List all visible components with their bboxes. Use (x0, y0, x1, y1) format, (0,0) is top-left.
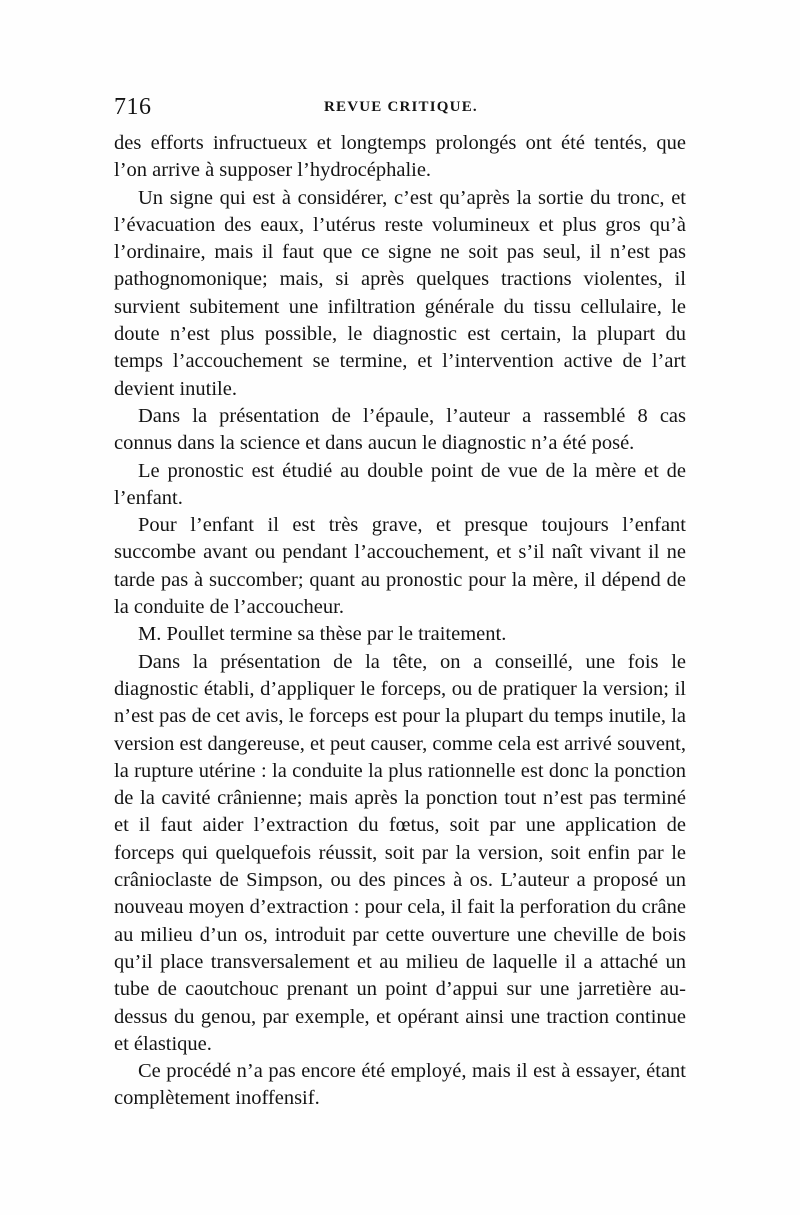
body-text (114, 130, 686, 1113)
running-title: REVUE CRITIQUE. (324, 99, 478, 115)
paragraph-uterine-sign: Un signe qui est à considérer, c’est qu’après la sortie du tronc, et l’évacuation des eaux, l’utérus reste volumineux et plus gros qu’à l’ordinaire, mais il faut que ce signe ne soit pas seul, il n’est pas pathognomonique; mais, si après quelques tractions violentes, il survient subitement une infiltration générale du tissu cellulaire, le doute n’est plus possible, le diagnostic est certain, la plupart du temps l’accouchement se termine, et l’intervention active de l’art devient inutile. (114, 186, 686, 400)
paragraph-treatment-intro: M. Poullet termine sa thèse par le traitement. (138, 623, 507, 646)
running-head (114, 92, 686, 122)
page-number: 716 (114, 94, 152, 120)
paragraph-head-presentation: Dans la présentation de la tête, on a conseillé, une fois le diagnostic établi, d’appliquer le forceps, ou de pratiquer la version; il n’est pas de cet avis, le forceps est pour la plupart du temps inutile, la version est dangereuse, et peut causer, comme cela est arrivé souvent, la rupture utérine : la conduite la plus rationnelle est donc la ponction de la cavité crânienne; mais après la ponction tout n’est pas terminé et il faut aider l’extraction du fœtus, soit par une application de forceps qui quelquefois réussit, soit par la version, soit enfin par le crânioclaste de Simpson, ou des pinces à os. L’auteur a proposé un nouveau moyen d’extraction : pour cela, il fait la perforation du crâne au milieu d’un os, introduit par cette ouverture une cheville de bois qu’il place transversalement et au milieu de laquelle il a attaché un tube de caoutchouc prenant un point d’appui sur une jarretière au-dessus du genou, par exemple, et opérant ainsi une traction continue et élastique. (114, 650, 686, 1055)
paragraph-prognosis: Le pronostic est étudié au double point de vue de la mère et de l’enfant. (114, 459, 686, 509)
paragraph-continuation: des efforts infructueux et longtemps prolongés ont été tentés, que l’on arrive à supposer l’hydrocéphalie. (114, 132, 686, 182)
paragraph-child-prognosis: Pour l’enfant il est très grave, et presque toujours l’enfant succombe avant ou pendant l’accouchement, et s’il naît vivant il ne tarde pas à succomber; quant au pronostic pour la mère, il dépend de la conduite de l’accoucheur. (114, 514, 686, 619)
paragraph-conclusion: Ce procédé n’a pas encore été employé, mais il est à essayer, étant complètement inoffensif. (114, 1060, 686, 1110)
paragraph-shoulder-presentation: Dans la présentation de l’épaule, l’auteur a rassemblé 8 cas connus dans la science et dans aucun le diagnostic n’a été posé. (114, 404, 686, 455)
